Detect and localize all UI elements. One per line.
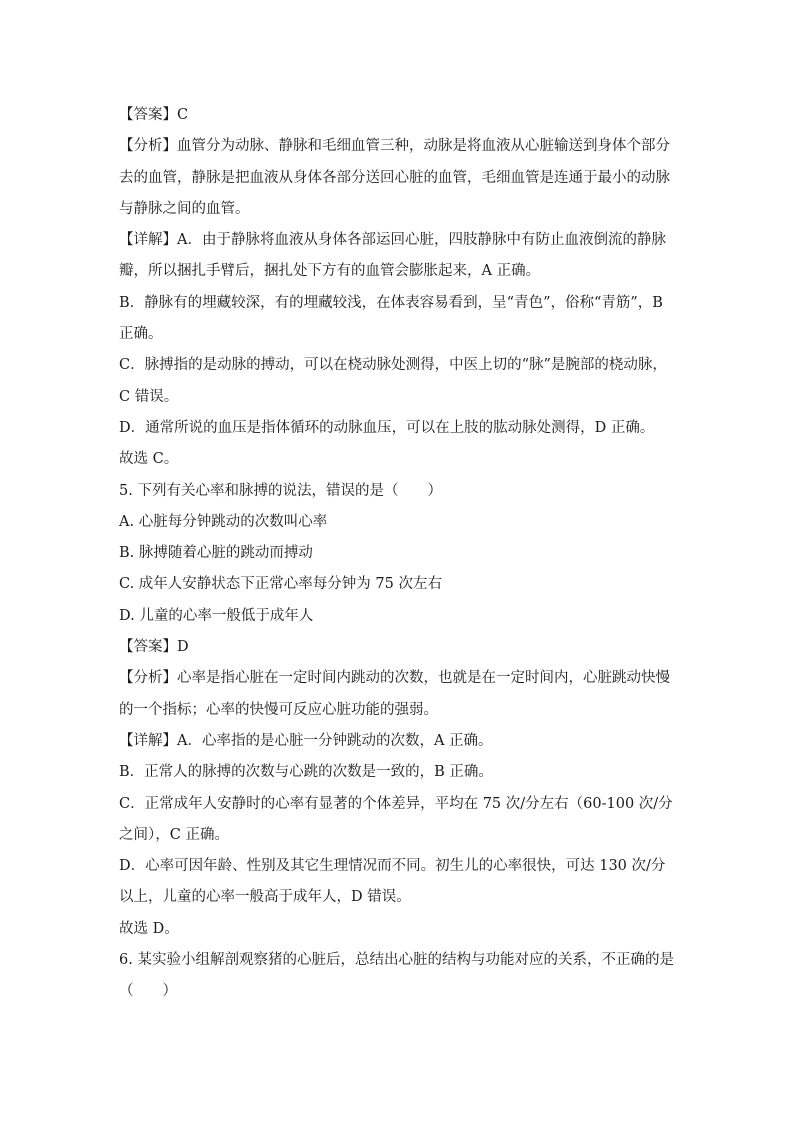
analysis-tag: 【分析】 <box>119 670 177 687</box>
q4-conclusion: 故选 C。 <box>119 451 179 468</box>
detail-text: A．由于静脉将血液从身体各部运回心脏，四肢静脉中有防止血液倒流的静脉瓣，所以捆扎手臂后，捆扎处下方有的血管会膨胀起来，A 正确。 <box>119 232 666 280</box>
q4-detail-a <box>119 225 675 288</box>
answer-value: D <box>177 639 189 656</box>
analysis-text: 血管分为动脉、静脉和毛细血管三种，动脉是将血液从心脏输送到身体个部分去的血管，静脉是把血液从身体各部分送回心脏的血管，毛细血管是连通于最小的动脉与静脉之间的血管。 <box>119 138 670 217</box>
q5-stem: 5. 下列有关心率和脉搏的说法，错误的是（ ） <box>119 482 442 499</box>
detail-tag: 【详解】 <box>119 732 177 749</box>
q6-stem-line1: 6. 某实验小组解剖观察猪的心脏后，总结出心脏的结构与功能对应的关系，不正确的是 <box>119 952 674 969</box>
q4-detail-d: D．通常所说的血压是指体循环的动脉血压，可以在上肢的肱动脉处测得，D 正确。 <box>119 419 655 436</box>
q5-answer <box>119 632 675 663</box>
q5-option-a: A. 心脏每分钟跳动的次数叫心率 <box>119 513 328 530</box>
q5-analysis <box>119 663 675 726</box>
q4-detail-b: B．静脉有的埋藏较深，有的埋藏较浅，在体表容易看到，呈“青色”，俗称“青筋”，B 正确。 <box>119 294 663 343</box>
answer-tag: 【答案】 <box>119 639 177 656</box>
detail-text: A．心率指的是心脏一分钟跳动的次数，A 正确。 <box>177 732 493 749</box>
q5-option-c: C. 成年人安静状态下正常心率每分钟为 75 次左右 <box>119 576 442 593</box>
q5-detail-a <box>119 726 675 757</box>
analysis-tag: 【分析】 <box>119 138 177 155</box>
q4-analysis <box>119 131 675 225</box>
q4-detail-c: C．脉搏指的是动脉的搏动，可以在桡动脉处测得，中医上切的“脉”是腕部的桡动脉，C 错误。 <box>119 357 667 405</box>
answer-tag: 【答案】 <box>119 107 177 123</box>
q5-conclusion: 故选 D。 <box>119 920 179 937</box>
analysis-text: 心率是指心脏在一定时间内跳动的次数，也就是在一定时间内，心脏跳动快慢的一个指标；心率的快慢可反应心脏功能的强弱。 <box>119 670 670 718</box>
answer-value: C <box>177 107 189 123</box>
q6-stem-line2: （ ） <box>119 983 177 1000</box>
detail-tag: 【详解】 <box>119 232 177 249</box>
q5-detail-d: D．心率可因年龄、性别及其它生理情况而不同。初生儿的心率很快，可达 130 次/分以上，儿童的心率一般高于成年人，D 错误。 <box>119 858 666 906</box>
q5-detail-b: B．正常人的脉搏的次数与心跳的次数是一致的，B 正确。 <box>119 764 493 781</box>
q4-answer <box>119 100 675 131</box>
q5-detail-c: C．正常成年人安静时的心率有显著的个体差异，平均在 75 次/分左右（60-100 次/分之间），C 正确。 <box>119 795 673 843</box>
document-content <box>119 100 675 1008</box>
q5-option-d: D. 儿童的心率一般低于成年人 <box>119 607 314 624</box>
q5-option-b: B. 脉搏随着心脏的跳动而搏动 <box>119 545 313 562</box>
